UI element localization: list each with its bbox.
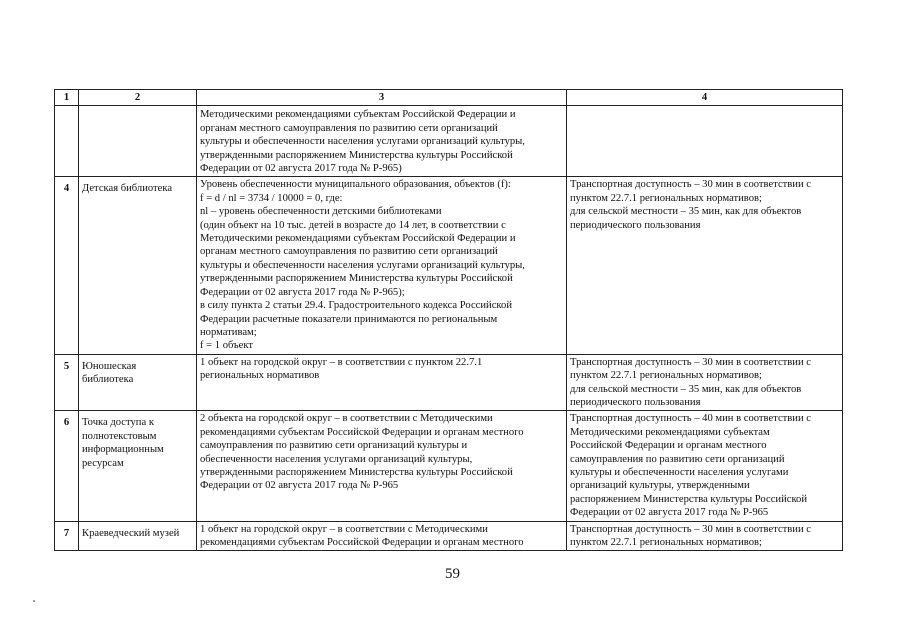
table-row: [55, 354, 843, 411]
accessibility-text-cell: [567, 521, 843, 551]
text-line: для сельской местности – 35 мин, как для объектов: [570, 206, 802, 218]
row-number-cell: 4: [55, 177, 79, 354]
text-line: утвержденными распоряжением Министерства культуры Российской: [200, 273, 513, 285]
table-row: [55, 521, 843, 551]
text-line: Российской Федерации и органам местного: [570, 440, 767, 452]
row-number-cell: 5: [55, 354, 79, 411]
accessibility-text-cell: [567, 354, 843, 411]
standard-text-cell: [197, 521, 567, 551]
standard-text-cell: [197, 354, 567, 411]
text-line: Транспортная доступность – 40 мин в соответствии с: [570, 413, 811, 425]
row-number-cell: 7: [55, 521, 79, 551]
text-line: nl – уровень обеспеченности детскими библиотеками: [200, 206, 442, 218]
row-number-cell: 6: [55, 411, 79, 521]
text-line: культуры и обеспеченности населения услугами организаций культуры,: [200, 136, 525, 148]
text-line: рекомендациями субъектам Российской Федерации и органам местного: [200, 537, 524, 548]
text-line: культуры и обеспеченности населения услугами: [570, 466, 789, 478]
text-line: информационным: [82, 444, 164, 456]
text-line: нормативам;: [200, 326, 257, 338]
text-line: Юношеская: [82, 360, 137, 372]
text-line: культуры и обеспеченности населения услугами организаций культуры,: [200, 259, 525, 271]
continuation-row: [55, 106, 843, 177]
text-line: Детская библиотека: [82, 183, 173, 195]
text-line: 1 объект на городской округ – в соответствии с пунктом 22.7.1: [200, 356, 483, 368]
text-line: обеспеченности населения услугами организаций культуры,: [200, 453, 473, 465]
text-line: (один объект на 10 тыс. детей в возрасте до 14 лет, в соответствии с: [200, 219, 506, 231]
text-line: организаций культуры, утвержденными: [570, 480, 750, 492]
text-line: библиотека: [82, 374, 134, 386]
standard-text-cell: [197, 177, 567, 354]
text-line: Методическими рекомендациями субъектам: [570, 426, 770, 438]
text-line: органам местного самоуправления по развитию сети организаций: [200, 122, 498, 134]
continuation-name-cell: [79, 106, 197, 177]
document-page: [54, 89, 842, 551]
facility-name-cell: [79, 354, 197, 411]
header-col-1: 1: [55, 90, 79, 106]
text-line: Транспортная доступность – 30 мин в соответствии с: [570, 523, 811, 535]
text-line: органам местного самоуправления по развитию сети организаций: [200, 246, 498, 258]
text-line: Федерации расчетные показатели принимаются по региональным: [200, 313, 498, 325]
text-line: самоуправления по развитию сети организаций: [570, 453, 785, 465]
text-line: Методическими рекомендациями субъектам Российской Федерации и: [200, 233, 516, 245]
text-line: Краеведческий музей: [82, 527, 180, 539]
text-line: утвержденными распоряжением Министерства культуры Российской: [200, 149, 513, 161]
text-line: периодического пользования: [570, 396, 701, 408]
text-line: пунктом 22.7.1 региональных нормативов;: [570, 192, 762, 204]
header-col-3: 3: [197, 90, 567, 106]
text-line: 1 объект на городской округ – в соответствии с Методическими: [200, 523, 488, 535]
table-row: [55, 177, 843, 354]
text-line: рекомендациями субъектам Российской Федерации и органам местного: [200, 426, 524, 438]
scan-speck: [33, 600, 35, 602]
text-line: Федерации от 02 августа 2017 года № Р-965: [570, 507, 769, 519]
text-line: региональных нормативов: [200, 370, 320, 382]
text-line: Федерации от 02 августа 2017 года № Р-965): [200, 163, 402, 175]
facility-name-cell: [79, 177, 197, 354]
accessibility-text-cell: [567, 177, 843, 354]
continuation-num-cell: [55, 106, 79, 177]
facility-name-cell: [79, 521, 197, 551]
text-line: пунктом 22.7.1 региональных нормативов;: [570, 537, 762, 548]
standard-text-cell: [197, 411, 567, 521]
continuation-text-cell: [197, 106, 567, 177]
standards-table: [54, 89, 843, 551]
text-line: самоуправления по развитию сети организаций культуры и: [200, 440, 468, 452]
text-line: Методическими рекомендациями субъектам Российской Федерации и: [200, 109, 516, 121]
text-line: периодического пользования: [570, 219, 701, 231]
text-line: для сельской местности – 35 мин, как для объектов: [570, 383, 802, 395]
text-line: f = 1 объект: [200, 340, 253, 352]
continuation-access-cell: [567, 106, 843, 177]
header-col-2: 2: [79, 90, 197, 106]
text-line: полнотекстовым: [82, 430, 157, 442]
text-line: в силу пункта 2 статьи 29.4. Градостроительного кодекса Российской: [200, 300, 512, 312]
accessibility-text-cell: [567, 411, 843, 521]
text-line: 2 объекта на городской округ – в соответствии с Методическими: [200, 413, 493, 425]
page-number: 59: [445, 566, 460, 582]
text-line: пунктом 22.7.1 региональных нормативов;: [570, 370, 762, 382]
facility-name-cell: [79, 411, 197, 521]
text-line: Федерации от 02 августа 2017 года № Р-965);: [200, 286, 405, 298]
text-line: ресурсам: [82, 457, 124, 469]
text-line: Точка доступа к: [82, 417, 154, 429]
text-line: f = d / nl = 3734 / 10000 = 0, где:: [200, 192, 343, 204]
table-row: [55, 411, 843, 521]
text-line: Федерации от 02 августа 2017 года № Р-965: [200, 480, 399, 492]
table-header-row: [55, 90, 843, 106]
text-line: Уровень обеспеченности муниципального образования, объектов (f):: [200, 179, 511, 191]
text-line: распоряжением Министерства культуры Российской: [570, 493, 808, 505]
text-line: утвержденными распоряжением Министерства культуры Российской: [200, 466, 513, 478]
text-line: Транспортная доступность – 30 мин в соответствии с: [570, 356, 811, 368]
header-col-4: 4: [567, 90, 843, 106]
text-line: Транспортная доступность – 30 мин в соответствии с: [570, 179, 811, 191]
